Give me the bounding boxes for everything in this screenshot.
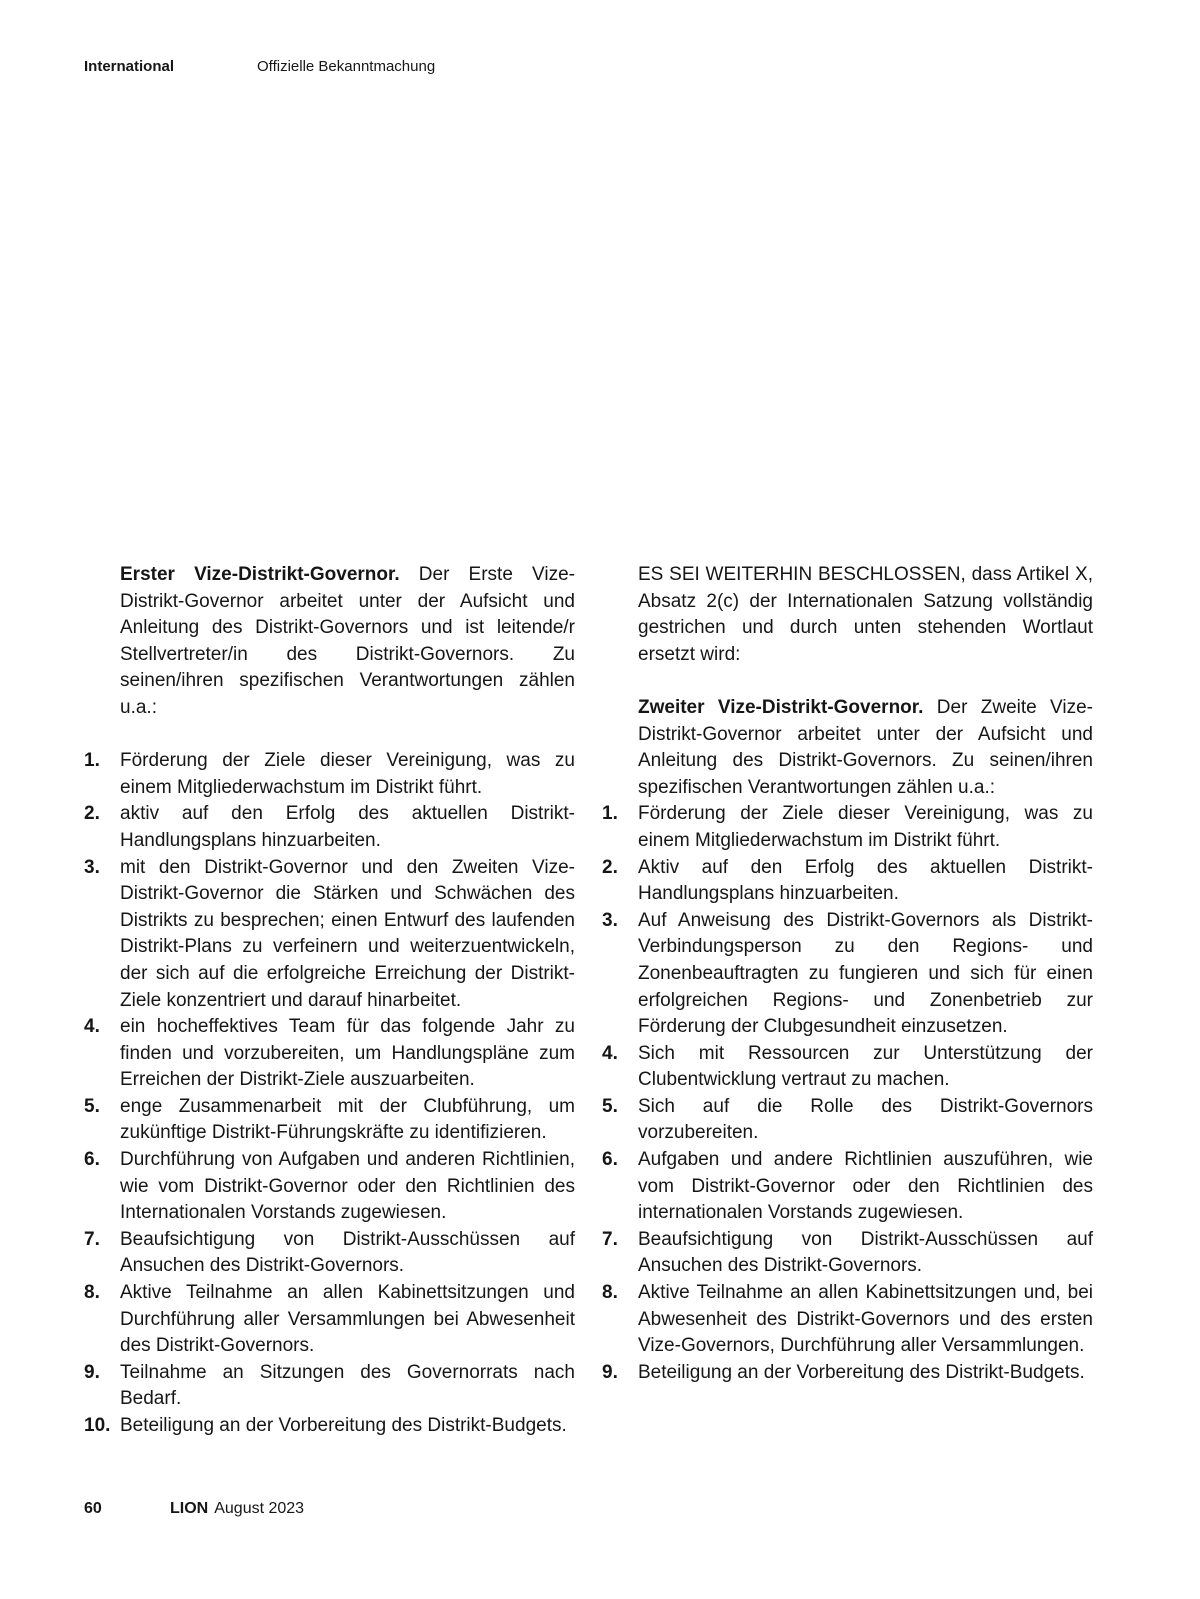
item-number: 7. — [84, 1228, 100, 1250]
list-item — [602, 801, 1093, 854]
list-item — [602, 1360, 1093, 1387]
issue-date: August 2023 — [214, 1500, 305, 1517]
page-number: 60 — [84, 1500, 102, 1517]
list-item — [602, 1094, 1093, 1147]
list-item — [602, 1280, 1093, 1360]
item-text: mit den Distrikt-Governor und den Zweiten Vize-Distrikt-Governor die Stärken und Schwächen des Distrikts zu besprechen; einen Entwurf des laufenden Distrikt-Plans zu verfeinern und weiterzuentwickeln, der sich auf die erfolgreiche Erreichung der Distrikt-Ziele konzentriert und darauf hinarbeitet. — [120, 856, 575, 1011]
first-vice-governor-intro — [120, 562, 575, 722]
item-number: 2. — [84, 803, 100, 825]
resolution-paragraph: ES SEI WEITERHIN BESCHLOSSEN, dass Artikel X, Absatz 2(c) der Internationalen Satzung vollständig gestrichen und durch unten stehenden Wortlaut ersetzt wird: — [638, 564, 1093, 665]
item-text: Aktive Teilnahme an allen Kabinettsitzungen und Durchführung aller Versammlungen bei Abwesenheit des Distrikt-Governors. — [120, 1282, 575, 1357]
item-number: 10. — [84, 1415, 111, 1436]
section-label: International — [84, 58, 175, 75]
first-vice-governor-description: Der Erste Vize-Distrikt-Governor arbeitet unter der Aufsicht und Anleitung des Distrikt-Governors und ist leitende/r Stellvertreter/in des Distrikt-Governors. Zu seinen/ihren spezifischen Verantwortungen zählen u.a.: — [120, 564, 575, 718]
item-number: 3. — [84, 856, 100, 878]
first-vice-governor-duties — [84, 748, 575, 1439]
list-item — [602, 1147, 1093, 1227]
list-item — [84, 855, 575, 1015]
item-text: Aktiv auf den Erfolg des aktuellen Distrikt-Handlungsplans hinzuarbeiten. — [638, 856, 1093, 905]
item-number: 8. — [84, 1282, 100, 1304]
list-item — [602, 855, 1093, 908]
item-text: ein hocheffektives Team für das folgende Jahr zu finden und vorzubereiten, um Handlungspläne zum Erreichen der Distrikt-Ziele auszuarbeiten. — [120, 1016, 575, 1091]
item-text: Sich auf die Rolle des Distrikt-Governors vorzubereiten. — [638, 1095, 1093, 1144]
item-text: Förderung der Ziele dieser Vereinigung, was zu einem Mitgliederwachstum im Distrikt führt. — [120, 750, 575, 798]
list-item — [84, 1014, 575, 1094]
second-vice-governor-description: Der Zweite Vize-Distrikt-Governor arbeitet unter der Aufsicht und Anleitung des Distrikt-Governors. Zu seinen/ihren spezifischen Verantwortungen zählen u.a.: — [638, 696, 1094, 798]
page-footer — [84, 1499, 304, 1519]
list-item — [602, 1227, 1093, 1280]
item-text: enge Zusammenarbeit mit der Clubführung, um zukünftige Distrikt-Führungskräfte zu identifizieren. — [120, 1095, 575, 1144]
section-subtitle: Offizielle Bekanntmachung — [257, 58, 436, 75]
list-item — [84, 1227, 575, 1280]
item-number: 8. — [602, 1282, 618, 1304]
list-item — [84, 1413, 575, 1440]
magazine-name: LION — [170, 1500, 209, 1517]
list-item — [84, 748, 575, 801]
item-text: Auf Anweisung des Distrikt-Governors als Distrikt-Verbindungsperson zu den Regions- und Zonenbeauftragten zu fungieren und sich für einen erfolgreichen Regions- und Zonenbetrieb zur Förderung der Clubgesundheit einzusetzen. — [638, 909, 1093, 1038]
item-number: 3. — [602, 909, 618, 931]
item-number: 1. — [84, 750, 100, 772]
item-text: Aktive Teilnahme an allen Kabinettsitzungen und, bei Abwesenheit des Distrikt-Governors und des ersten Vize-Governors, Durchführung aller Versammlungen. — [638, 1282, 1093, 1357]
item-text: Durchführung von Aufgaben und anderen Richtlinien, wie vom Distrikt-Governor oder den Richtlinien des Internationalen Vorstands zugewiesen. — [120, 1149, 575, 1224]
item-text: Beaufsichtigung von Distrikt-Ausschüssen auf Ansuchen des Distrikt-Governors. — [638, 1228, 1093, 1277]
second-vice-governor-title: Zweiter Vize-Distrikt-Governor. — [638, 696, 924, 718]
item-text: Beaufsichtigung von Distrikt-Ausschüssen auf Ansuchen des Distrikt-Governors. — [120, 1228, 575, 1277]
item-number: 2. — [602, 856, 618, 878]
second-vice-governor-duties — [602, 801, 1093, 1386]
second-vice-governor-intro — [638, 695, 1093, 801]
item-number: 9. — [84, 1361, 100, 1383]
item-text: Beteiligung an der Vorbereitung des Distrikt-Budgets. — [638, 1361, 1085, 1383]
list-item — [84, 1094, 575, 1147]
first-vice-governor-title: Erster Vize-Distrikt-Governor. — [120, 564, 400, 585]
list-item — [84, 1147, 575, 1227]
list-item — [84, 1280, 575, 1360]
item-number: 5. — [84, 1095, 100, 1117]
item-text: Aufgaben und andere Richtlinien auszuführen, wie vom Distrikt-Governor oder den Richtlinien des internationalen Vorstands zugewiesen. — [638, 1149, 1093, 1224]
item-number: 6. — [84, 1149, 100, 1171]
item-number: 4. — [602, 1042, 618, 1064]
item-text: Teilnahme an Sitzungen des Governorrats nach Bedarf. — [120, 1361, 575, 1410]
item-number: 5. — [602, 1095, 618, 1117]
list-item — [602, 908, 1093, 1041]
item-text: Förderung der Ziele dieser Vereinigung, was zu einem Mitgliederwachstum im Distrikt führt. — [638, 803, 1093, 851]
item-number: 7. — [602, 1228, 618, 1250]
left-column — [84, 562, 575, 1440]
list-item — [602, 1041, 1093, 1094]
list-item — [84, 1360, 575, 1413]
list-item — [84, 801, 575, 854]
item-text: Beteiligung an der Vorbereitung des Distrikt-Budgets. — [120, 1415, 567, 1436]
item-number: 1. — [602, 803, 618, 825]
item-number: 9. — [602, 1361, 618, 1383]
item-number: 4. — [84, 1016, 100, 1038]
page-header — [84, 58, 435, 76]
item-text: Sich mit Ressourcen zur Unterstützung der Clubentwicklung vertraut zu machen. — [638, 1042, 1093, 1091]
item-text: aktiv auf den Erfolg des aktuellen Distrikt-Handlungsplans hinzuarbeiten. — [120, 803, 575, 851]
right-column — [602, 562, 1093, 1386]
item-number: 6. — [602, 1149, 618, 1171]
